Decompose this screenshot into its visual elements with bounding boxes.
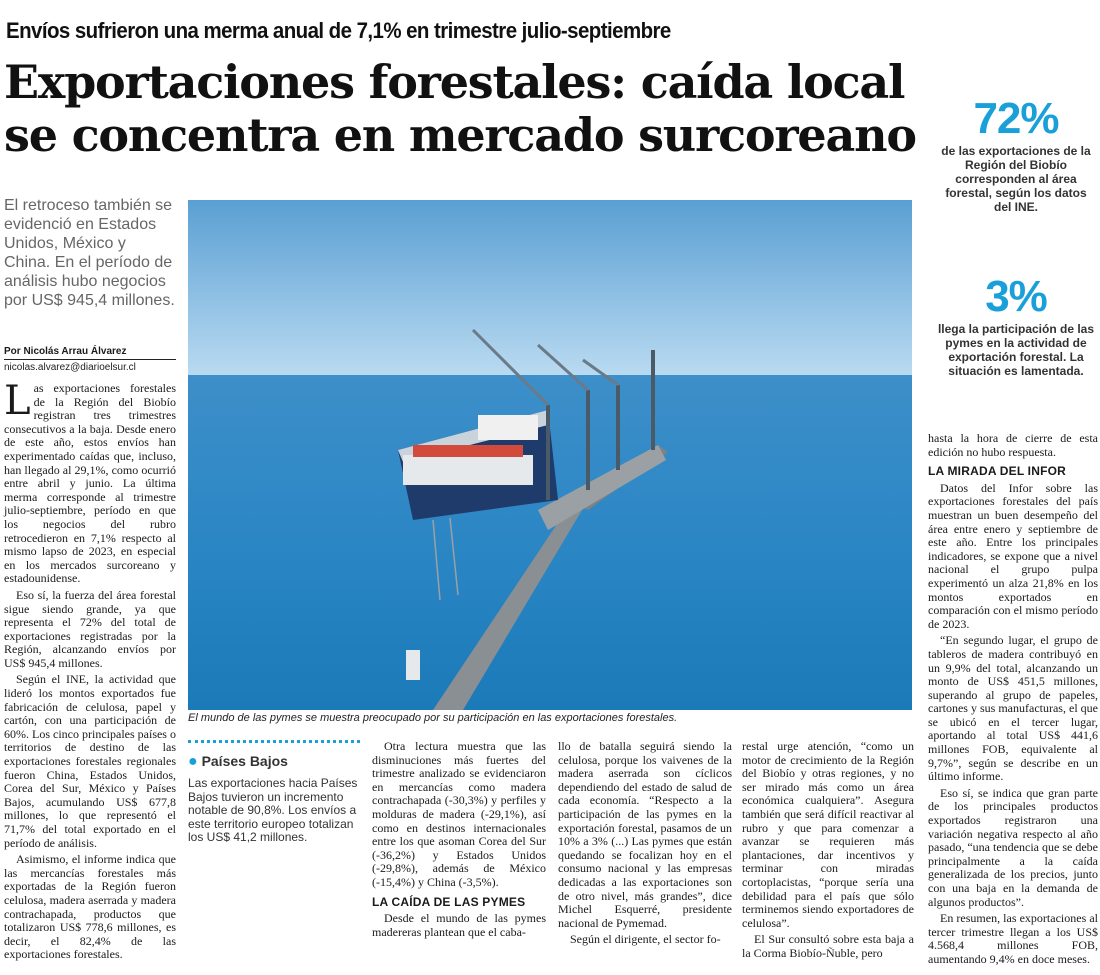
paragraph: llo de batalla seguirá siendo la celulosa, porque los vaivenes de la madera aserrada son cíclicos dependiendo del estado de salud de cada economía. “Respecto a la participación de las pymes en la exportación forestal, pasamos de un 10% a 3% (...) Las pymes que están quedando se focalizan hoy en el consumo nacional y las empresas dedicadas a las exportaciones son de otro nivel, más grandes”, dice Michel Esquerré, presidente nacional de Pymemad.	[558, 739, 732, 930]
subhead-infor: LA MIRADA DEL INFOR	[928, 464, 1067, 479]
paragraph: Datos del Infor sobre las exportaciones forestales del país muestran un buen desempeño del área entre enero y septiembre de este año. Entre los principales indicadores, se expone que a nivel nacional el grupo pulpa experimentó un alza 21,8% en los montos exportados en comparación con el mismo período de 2023.	[928, 480, 1098, 631]
paragraph: restal urge atención, “como un motor de crecimiento de la Región del Biobío y otras regiones, y no ser mirado más como un área económica cualquiera”. Asegura también que será difícil reactivar al rubro y que para comenzar a avanzar se requieren más plantaciones, dar incentivos y terminar con miradas cortoplacistas, “porque sería una debilidad para el país que sólo terminemos siendo exportadores de celulosa”.	[742, 739, 914, 930]
paragraph: Otra lectura muestra que las disminuciones más fuertes del trimestre analizado se evidenciaron en mercancías como madera contrachapada (-30,3%) y perfiles y molduras de madera (-29,1%), así como en destinos internacionales entre los que asoman Corea del Sur (-36,2%) y Estados Unidos (-29,8%), además de México (-15,4%) y China (-3,5%).	[372, 739, 546, 889]
paragraph: Asimismo, el informe indica que las mercancías forestales más exportadas de la Región fueron celulosa, madera aserrada y madera contrachapada, productos que totalizaron US$ 778,6 millones, es decir, el 82,4% de las exportaciones forestales.	[4, 852, 176, 962]
article-column-5	[742, 740, 914, 964]
stat-description: llega la participación de las pymes en la actividad de exportación forestal. La situación es lamentada.	[937, 322, 1095, 378]
paragraph: Según el INE, la actividad que lideró los montos exportados fue fabricación de celulosa, papel y cartón, con una participación de 60%. Los cinco principales países o territorios de destino de las exportaciones forestales regionales fueron China, Estados Unidos, Corea del Sur, México y Países Bajos, acumulando US$ 677,8 millones, lo que representó el 71,7% del total exportado en el período de análisis.	[4, 672, 176, 850]
port-photo	[188, 200, 912, 710]
headline-line-1: Exportaciones forestales: caída local	[4, 55, 905, 109]
kicker: Envíos sufrieron una merma anual de 7,1% en trimestre julio-septiembre	[6, 18, 671, 43]
article-column-4	[558, 740, 732, 950]
paragraph: Eso sí, se indica que gran parte de los principales productos exportados registraron una variación negativa respecto al año pasado, “una tendencia que se debe principalmente a la caída generalizada de los precios, junto con una baja en la demanda de algunos productos”.	[928, 785, 1098, 909]
headline-line-2: se concentra en mercado surcoreano	[4, 108, 916, 162]
byline: Por Nicolás Arrau Álvarez	[4, 346, 176, 360]
sidebar-box-title	[188, 753, 360, 771]
stat-value: 3%	[985, 272, 1047, 321]
drop-cap: L	[4, 378, 31, 424]
paragraph: El Sur consultó sobre esta baja a la Corma Biobío-Ñuble, pero	[742, 932, 914, 960]
stat-3-percent	[936, 274, 1096, 378]
bullet-icon: ●	[188, 753, 198, 770]
paragraph	[4, 378, 176, 586]
stat-description: de las exportaciones de la Región del Biobío corresponden al área forestal, según los datos del INE.	[941, 144, 1091, 214]
sidebar-box-title-text: Países Bajos	[201, 753, 288, 769]
article-column-6	[928, 432, 1098, 970]
deck: El retroceso también se evidenció en Estados Unidos, México y China. En el período de análisis hubo negocios por US$ 945,4 millones.	[4, 197, 175, 309]
photo-caption: El mundo de las pymes se muestra preocupado por su participación en las exportaciones forestales.	[188, 712, 678, 724]
port-photo-illustration	[188, 200, 912, 710]
paragraph: “En segundo lugar, el grupo de tableros de madera contribuyó en un 9,9% del total, alcanzando un monto de US$ 451,5 millones, superando al grupo de papeles, cartones y sus manufacturas, el que se ubicó en el tercer lugar, aportando al total US$ 441,6 millones FOB, equivalente al 9,7%”, según se describe en un último informe.	[928, 633, 1098, 784]
paragraph: En resumen, las exportaciones al tercer trimestre llegan a los US$ 4.568,4 millones FOB, aumentando 9,4% en doce meses.	[928, 911, 1098, 966]
sidebar-box-paises-bajos	[188, 740, 360, 845]
paragraph: Desde el mundo de las pymes madereras plantean que el caba-	[372, 911, 546, 939]
subhead-pymes: LA CAÍDA DE LAS PYMES	[372, 894, 526, 909]
byline-email: nicolas.alvarez@diarioelsur.cl	[4, 362, 136, 373]
stat-value: 72%	[973, 94, 1059, 143]
stat-72-percent	[936, 96, 1096, 214]
article-column-3	[372, 740, 546, 942]
headline	[4, 56, 924, 162]
sidebar-box-text: Las exportaciones hacia Países Bajos tuvieron un incremento notable de 90,8%. Los envíos a este territorio europeo totalizan los US$ 41,2 millones.	[188, 776, 358, 845]
article-column-1	[4, 378, 176, 965]
paragraph: Según el dirigente, el sector fo-	[570, 932, 721, 947]
paragraph-text: as exportaciones forestales de la Región del Biobío registran tres trimestres consecutivos a la baja. Desde enero de este año, estos envíos han experimentado caídas que, incluso, han llegado al 29,1%, como ocurrió entre abril y junio. La última merma corresponde al trimestre julio-septiembre, período en que los negocios del rubro retrocedieron en 7,1% respecto al mismo lapso de 2023, en especial en los mercados surcoreano y estadounidense.	[4, 381, 176, 586]
paragraph: hasta la hora de cierre de esta edición no hubo respuesta.	[928, 431, 1098, 459]
paragraph: Eso sí, la fuerza del área forestal sigue siendo grande, ya que representa el 72% del total de exportaciones registradas por la Región, alcanzando envíos por US$ 945,4 millones.	[4, 587, 176, 670]
